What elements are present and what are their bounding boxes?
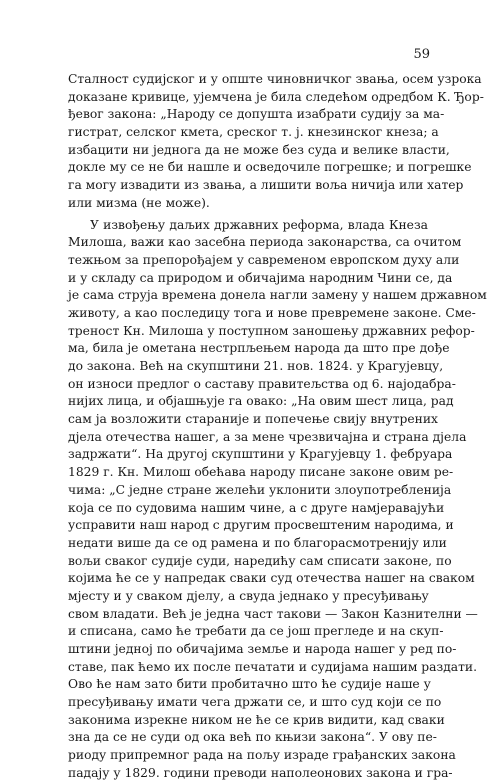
- text-line: 1829 г. Кн. Милош обећава народу писане законе овим ре-: [68, 465, 454, 480]
- text-line: риоду припремног рада на пољу израде грађанских закона: [68, 748, 456, 763]
- text-line: је сама струја времена донела нагли замену у нашем државном: [68, 288, 487, 303]
- text-line: Милоша, важи као засебна периода законарства, са очитом: [68, 235, 462, 250]
- text-line: или мизма (не може).: [68, 195, 210, 210]
- text-line: он износи предлог о саставу правитељства од 6. најодабра-: [68, 376, 456, 391]
- text-line: којима ће се у напредак сваки суд отечества нашег на сваком: [68, 571, 475, 586]
- text-line: падају у 1829. години преводи наполеонових закона и гра-: [68, 765, 453, 780]
- text-line: гистрат, селског кмета, среског т. ј. кнезинског кнеза; а: [68, 125, 439, 140]
- text-line: недати више да се од рамена и по благорасмотренију или: [68, 535, 447, 550]
- text-line: избацити ни једнога да не може без суда и велике власти,: [68, 142, 450, 157]
- text-line: која се по судовима нашим чине, а с друге намјеравајући: [68, 500, 445, 515]
- text-line: чима: „С једне стране желећи уклонити злоупотребленија: [68, 482, 452, 497]
- text-line: Ово ће нам зато бити пробитачно што ће судије наше у: [68, 677, 431, 692]
- text-line: ђевог закона: „Народу се допушта изабрати судију за ма-: [68, 107, 445, 122]
- text-line: ставе, пак ћемо их после печатати и судијама нашим раздати.: [68, 659, 478, 674]
- text-line: Сталност судијског и у опште чиновничког звања, осем узрока: [68, 72, 482, 86]
- text-line: и у складу са природом и обичајима народним Чини се, да: [68, 270, 453, 285]
- text-line: доказане кривице, ујемчена је била следећом одредбом К. Ђор-: [68, 89, 484, 104]
- text-line: вољи сваког судије суди, наредићу сам списати законе, по: [68, 553, 452, 568]
- text-line: и списана, само ће требати да се још прегледе и на скуп-: [68, 624, 444, 639]
- text-line: зна да се не суди од ока већ по књизи закона“. У ову пе-: [68, 730, 437, 745]
- text-line: У извођењу даљих државних реформа, влада Кнеза: [90, 217, 428, 232]
- text-line: свом владати. Већ је једна част такови — Закон Казнителни —: [68, 606, 478, 621]
- text-line: нијих лица, и објашњује га овако: „На овим шест лица, рад: [68, 394, 454, 409]
- text-line: задржати“. На другој скупштини у Крагујевцу 1. фебруара: [68, 447, 453, 462]
- text-line: сам ја возложити стараније и попечење свију внутрених: [68, 412, 438, 427]
- text-line: тежњом за препорођајем у савременом европском духу али: [68, 252, 460, 267]
- text-line: мјесту и у сваком дјелу, а свуда једнако у пресуђивању: [68, 588, 429, 603]
- text-line: га могу извадити из звања, а лишити воља ничија или хатер: [68, 178, 464, 193]
- text-line: законима изрекне ником не ће се крив видити, кад сваки: [68, 712, 445, 727]
- text-line: дјела отечества нашег, а за мене чрезвичајна и страна дјела: [68, 429, 467, 444]
- text-line: треност Кн. Милоша у поступном заношењу државних рефор-: [68, 323, 475, 338]
- text-line: животу, а као последицу тога и нове превремене законе. Сме-: [68, 305, 476, 320]
- text-line: пресуђивању имати чега држати се, и што суд који се по: [68, 695, 442, 710]
- text-line: докле му се не би нашле и осведочиле погрешке; и погрешке: [68, 160, 472, 175]
- page-number: 59: [413, 47, 430, 62]
- body-text: [68, 71, 487, 783]
- text-line: усправити наш народ с другим просвештеним народима, и: [68, 518, 454, 533]
- text-line: штини једној по обичајима земље и народа нашег у ред по-: [68, 642, 457, 656]
- text-line: ма, била је ометана нестрпљењем народа да што пре дође: [68, 341, 450, 356]
- text-line: до закона. Већ на скупштини 21. нов. 1824. у Крагујевцу,: [68, 359, 444, 373]
